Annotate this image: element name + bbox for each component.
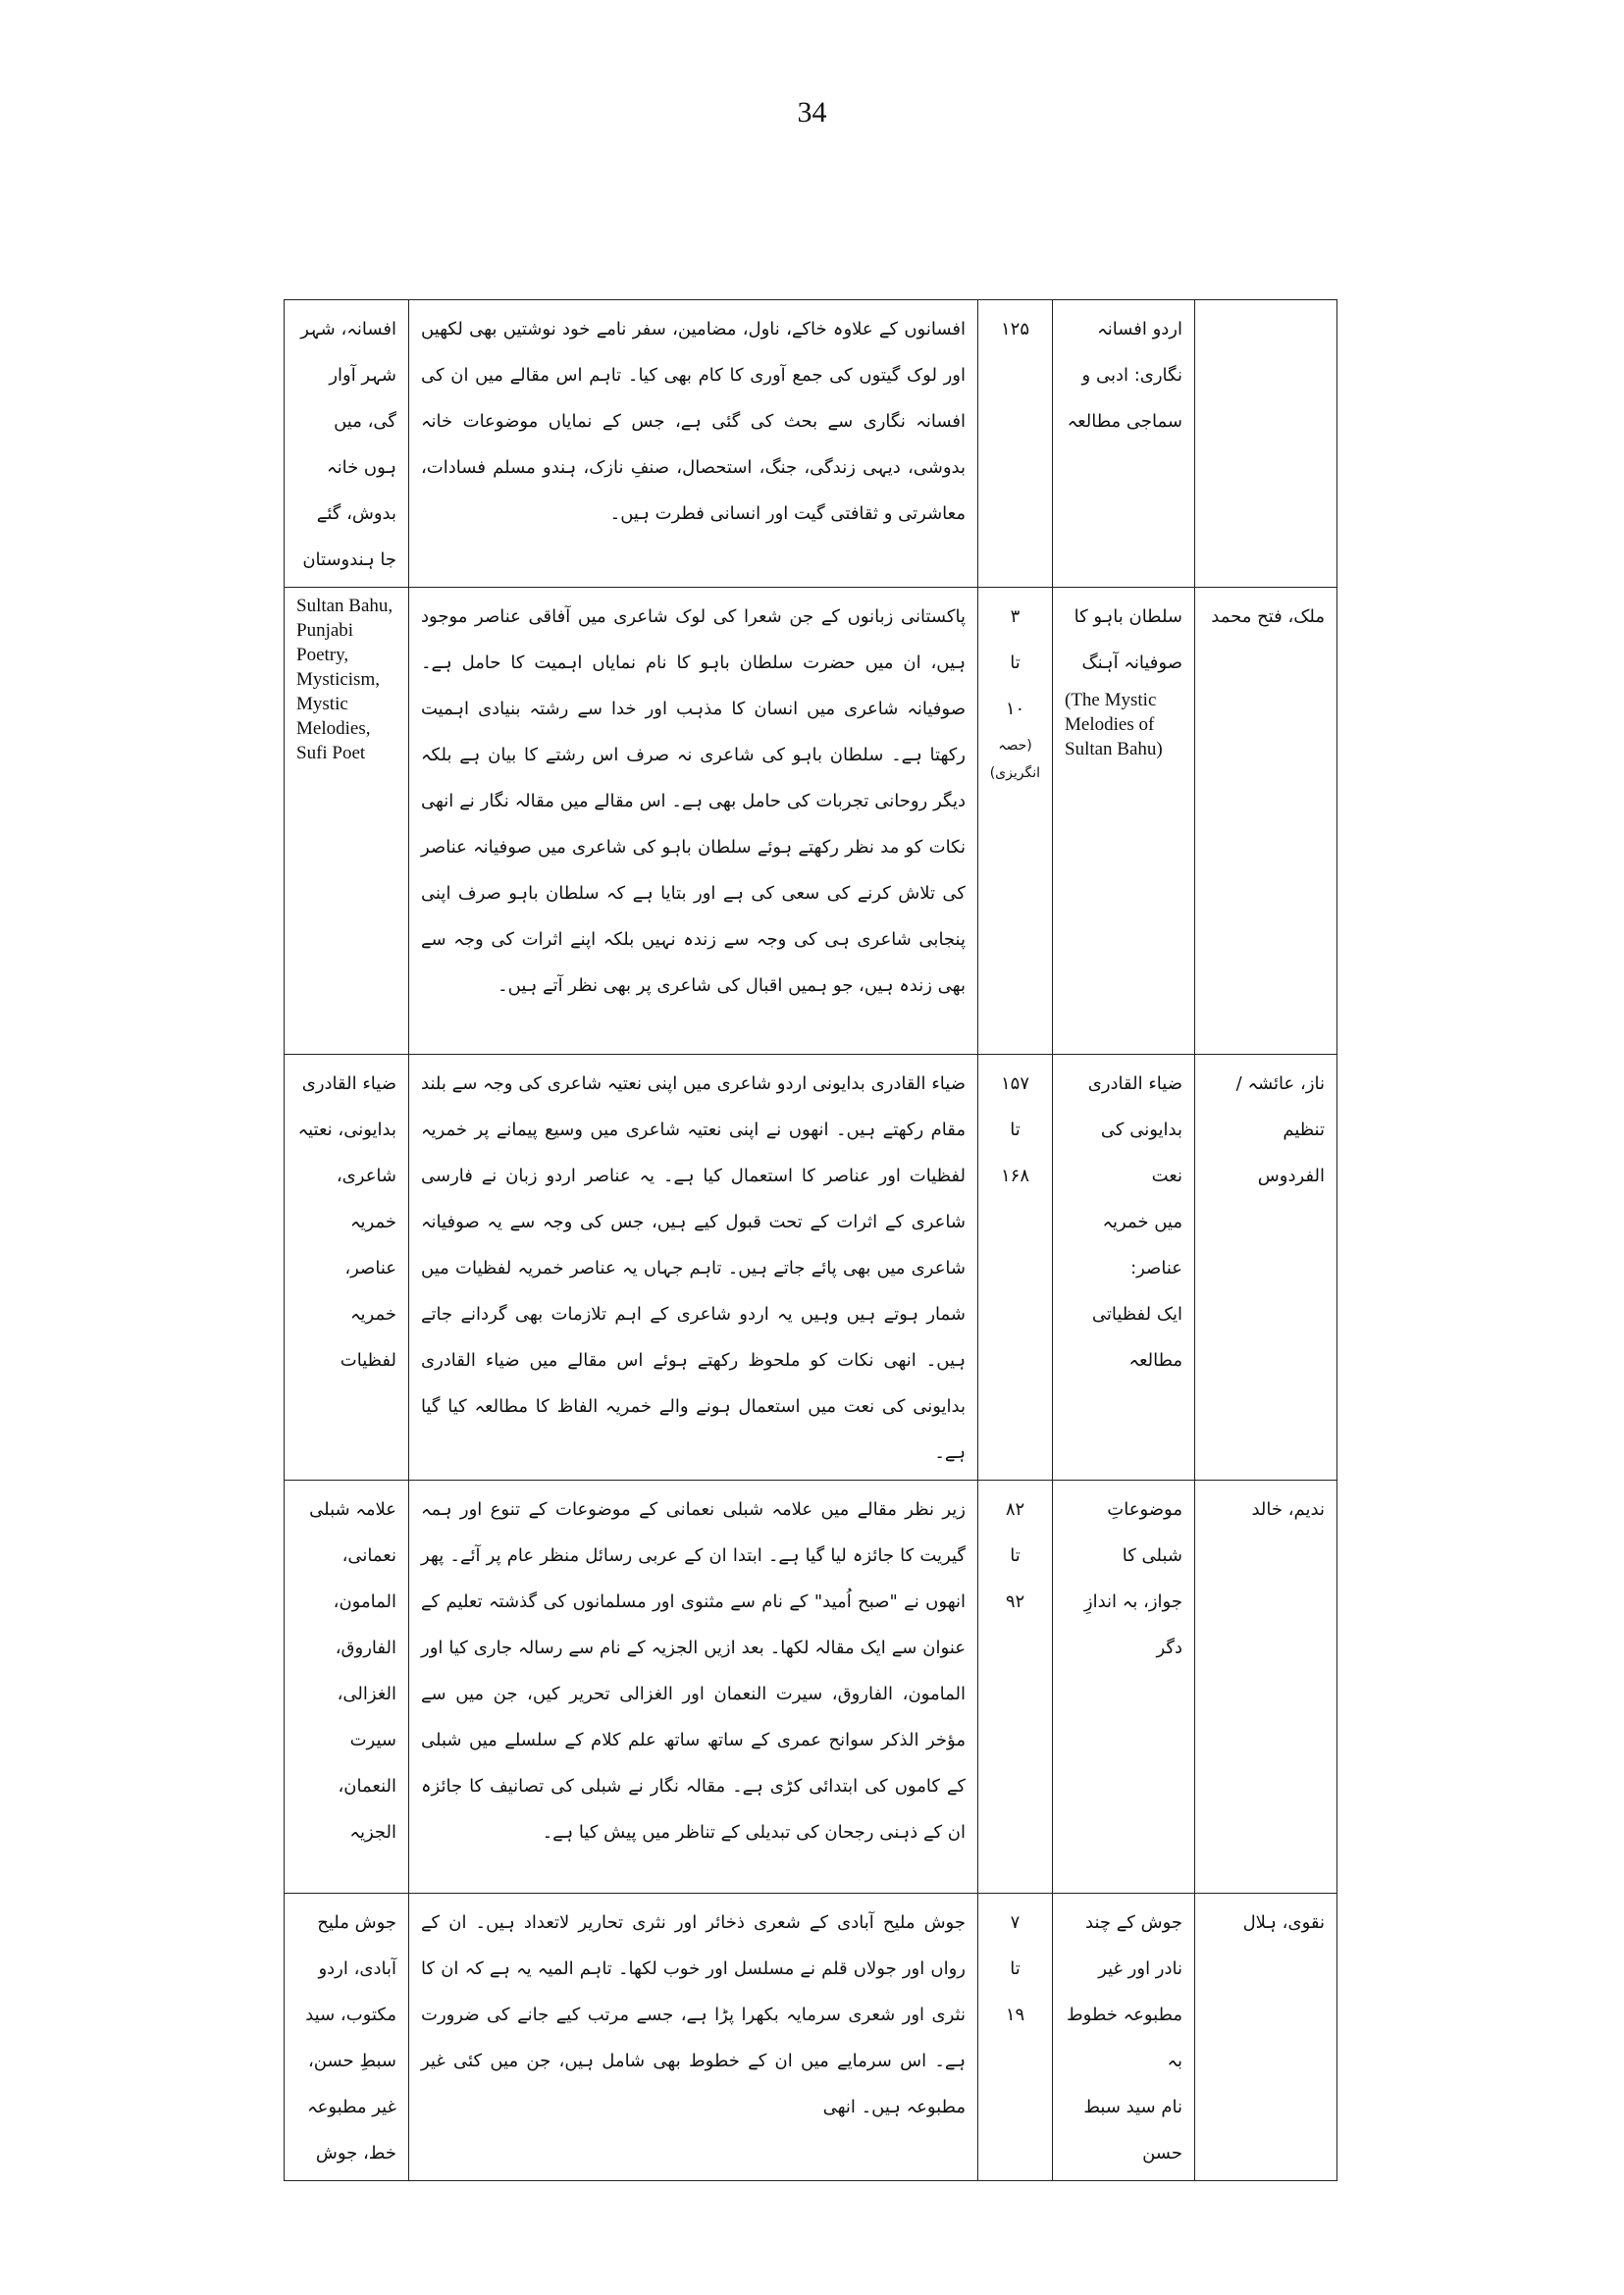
author-name: الفردوس <box>1257 1166 1325 1186</box>
title-line: سلطان باہو کا <box>1074 606 1182 627</box>
title-line: جوش کے چند <box>1085 1912 1182 1933</box>
author-name: نقوی، ہلال <box>1242 1912 1325 1933</box>
author-cell <box>1195 1894 1337 2181</box>
page-end: ۹۲ <box>1005 1591 1025 1612</box>
abstract-cell <box>409 588 978 1055</box>
title-line: دگر <box>1156 1638 1182 1658</box>
author-cell <box>1195 588 1337 1055</box>
title-line: موضوعاتِ شبلی کا <box>1107 1499 1182 1566</box>
table-row <box>285 1894 1337 2181</box>
title-line: بدایونی کی نعت <box>1100 1120 1182 1186</box>
title-cell <box>1053 1055 1195 1481</box>
keywords-cell <box>285 1055 409 1481</box>
title-line: جواز، بہ اندازِ <box>1083 1591 1182 1612</box>
title-line: سماجی مطالعہ <box>1067 411 1182 432</box>
page-start: ۸۲ <box>1005 1499 1025 1520</box>
title-cell <box>1053 300 1195 588</box>
keywords-cell <box>285 1894 409 2181</box>
keywords-text: ضیاء القادری بدایونی، نعتیہ شاعری، خمریہ عناصر، خمریہ لفظیات <box>297 1073 396 1371</box>
author-name: ناز، عائشہ / <box>1235 1073 1325 1094</box>
keywords-cell <box>285 588 409 1055</box>
table-row <box>285 588 1337 1055</box>
title-line: مطالعہ <box>1128 1350 1182 1371</box>
title-cell <box>1053 588 1195 1055</box>
abstract-cell <box>409 1055 978 1481</box>
page-end: ۱۹ <box>1005 2005 1025 2025</box>
keywords-text: جوش ملیح آبادی، اردو مکتوب، سید سبطِ حسن، غیر مطبوعہ خط، جوش <box>305 1912 396 2164</box>
title-line: ایک لفظیاتی <box>1091 1304 1182 1325</box>
title-cell <box>1053 1894 1195 2181</box>
keywords-text: افسانہ، شہر شہر آوار گی، میں ہوں خانہ بدوش، گئے جا ہندوستان <box>300 319 396 570</box>
table-row <box>285 1481 1337 1894</box>
abstract-cell <box>409 300 978 588</box>
author-cell <box>1195 300 1337 588</box>
page-number: 34 <box>797 96 827 129</box>
title-line: اردو افسانہ <box>1097 319 1182 339</box>
author-cell <box>1195 1481 1337 1894</box>
pages-cell <box>978 300 1053 588</box>
abstract-text: پاکستانی زبانوں کے جن شعرا کی لوک شاعری میں آفاقی عناصر موجود ہیں، ان میں حضرت سلطان باہو کا نام نمایاں اہمیت کا حامل ہے۔ صوفیانہ شاعری میں انسان کا مذہب اور خدا سے رشتہ بنیادی اہمیت رکھتا ہے۔ سلطان باہو کی شاعری نہ صرف اس رشتے کا بیان ہے بلکہ دیگر روحانی تجربات کی حامل بھی ہے۔ اس مقالے میں مقالہ نگار نے انھی نکات کو مد نظر رکھتے ہوئے سلطان باہو کی شاعری میں صوفیانہ عناصر کی تلاش کرنے کی سعی کی ہے اور بتایا ہے کہ سلطان باہو صرف اپنی پنجابی شاعری ہی کی وجہ سے زندہ نہیں بلکہ اپنے اثرات کی وجہ سے بھی زندہ ہیں، جو ہمیں اقبال کی شاعری پر بھی نظر آتے ہیں۔ <box>421 606 966 996</box>
keywords-cell <box>285 300 409 588</box>
author-name: ملک، فتح محمد <box>1211 606 1325 627</box>
title-english: (The Mystic Melodies of Sultan Bahu) <box>1065 690 1163 759</box>
title-line: نگاری: ادبی و <box>1081 365 1182 386</box>
author-name: ندیم، خالد <box>1251 1499 1325 1520</box>
pages-cell <box>978 588 1053 1055</box>
abstract-text: ضیاء القادری بدایونی اردو شاعری میں اپنی نعتیہ شاعری کی وجہ سے بلند مقام رکھتے ہیں۔ انھوں نے اپنی نعتیہ شاعری میں وسیع پیمانے پر خمریہ لفظیات اور عناصر کا استعمال کیا ہے۔ یہ عناصر اردو زبان نے فارسی شاعری کے اثرات کے تحت قبول کیے ہیں، جس کی وجہ سے یہ صوفیانہ شاعری میں بھی پائے جاتے ہیں۔ تاہم جہاں یہ عناصر خمریہ لفظیات میں شمار ہوتے ہیں وہیں یہ اردو شاعری کے اہم تلازمات بھی گردانے جاتے ہیں۔ انھی نکات کو ملحوظ رکھتے ہوئے اس مقالے میں ضیاء القادری بدایونی کی نعت میں استعمال ہونے والے خمریہ الفاظ کا مطالعہ کیا گیا ہے۔ <box>421 1073 966 1463</box>
page-range: ۱۲۵ <box>1000 319 1029 339</box>
section-note: (حصہ انگریزی) <box>989 738 1040 781</box>
abstract-cell <box>409 1894 978 2181</box>
abstract-text: افسانوں کے علاوہ خاکے، ناول، مضامین، سفر نامے خود نوشتیں بھی لکھیں اور لوک گیتوں کی جمع آوری کا کام بھی کیا۔ تاہم اس مقالے میں ان کی افسانہ نگاری سے بحث کی گئی ہے، جس کے نمایاں موضوعات خانہ بدوشی، دیہی زندگی، جنگ، استحصال، صنفِ نازک، ہندو مسلم فسادات، معاشرتی و ثقافتی گیت اور انسانی فطرت ہیں۔ <box>421 319 966 524</box>
keywords-text: علامہ شبلی نعمانی، المامون، الفاروق، الغزالی، سیرت النعمان، الجزیہ <box>309 1499 396 1843</box>
title-line: میں خمریہ عناصر: <box>1102 1212 1182 1278</box>
abstract-text: زیر نظر مقالے میں علامہ شبلی نعمانی کے موضوعات کے تنوع اور ہمہ گیریت کا جائزہ لیا گیا ہے۔ ابتدا ان کے عربی رسائل منظر عام پر آئے۔ پھر انھوں نے "صبح اُمید" کے نام سے مثنوی اور مسلمانوں کی گذشتہ تعلیم کے عنوان سے ایک مقالہ لکھا۔ بعد ازیں الجزیہ کے نام سے رسالہ جاری کیا اور المامون، الفاروق، سیرت النعمان اور الغزالی تحریر کیں، جن میں سے مؤخر الذکر سوانح عمری کے ساتھ ساتھ علم کلام کے سلسلے میں شبلی کے کاموں کی ابتدائی کڑی ہے۔ مقالہ نگار نے شبلی کی تصانیف کا جائزہ ان کے ذہنی رجحان کی تبدیلی کے تناظر میں پیش کیا ہے۔ <box>421 1499 966 1843</box>
page-to: تا <box>1010 1958 1021 1979</box>
keywords-english: Sultan Bahu, Punjabi Poetry, Mysticism, Mystic Melodies, Sufi Poet <box>296 596 393 763</box>
pages-cell <box>978 1481 1053 1894</box>
page-to: تا <box>1010 652 1021 673</box>
author-name: تنظیم <box>1283 1120 1325 1140</box>
page-start: ۳ <box>1010 606 1021 627</box>
abstract-cell <box>409 1481 978 1894</box>
page-end: ۱۶۸ <box>1000 1166 1029 1186</box>
page-end: ۱۰ <box>1005 699 1025 719</box>
page-start: ۷ <box>1010 1912 1021 1933</box>
title-line: صوفیانہ آہنگ <box>1081 652 1182 673</box>
page-to: تا <box>1010 1120 1021 1140</box>
title-line: مطبوعہ خطوط بہ <box>1067 2005 1182 2071</box>
title-line: نادر اور غیر <box>1098 1958 1182 1979</box>
title-cell <box>1053 1481 1195 1894</box>
table-row <box>285 1055 1337 1481</box>
page-start: ۱۵۷ <box>1000 1073 1029 1094</box>
pages-cell <box>978 1894 1053 2181</box>
pages-cell <box>978 1055 1053 1481</box>
keywords-cell <box>285 1481 409 1894</box>
index-table <box>284 299 1337 2181</box>
abstract-text: جوش ملیح آبادی کے شعری ذخائر اور نثری تحاریر لاتعداد ہیں۔ ان کے رواں اور جولاں قلم نے مسلسل اور خوب لکھا۔ تاہم المیہ یہ ہے کہ ان کا نثری اور شعری سرمایہ بکھرا پڑا ہے، جسے مرتب کیے جانے کی ضرورت ہے۔ اس سرمایے میں ان کے خطوط بھی شامل ہیں، جن میں کئی غیر مطبوعہ ہیں۔ انھی <box>421 1912 966 2117</box>
table-row <box>285 300 1337 588</box>
author-cell <box>1195 1055 1337 1481</box>
page-to: تا <box>1010 1545 1021 1566</box>
title-line: نام سید سبط حسن <box>1083 2097 1182 2164</box>
title-line: ضیاء القادری <box>1087 1073 1182 1094</box>
